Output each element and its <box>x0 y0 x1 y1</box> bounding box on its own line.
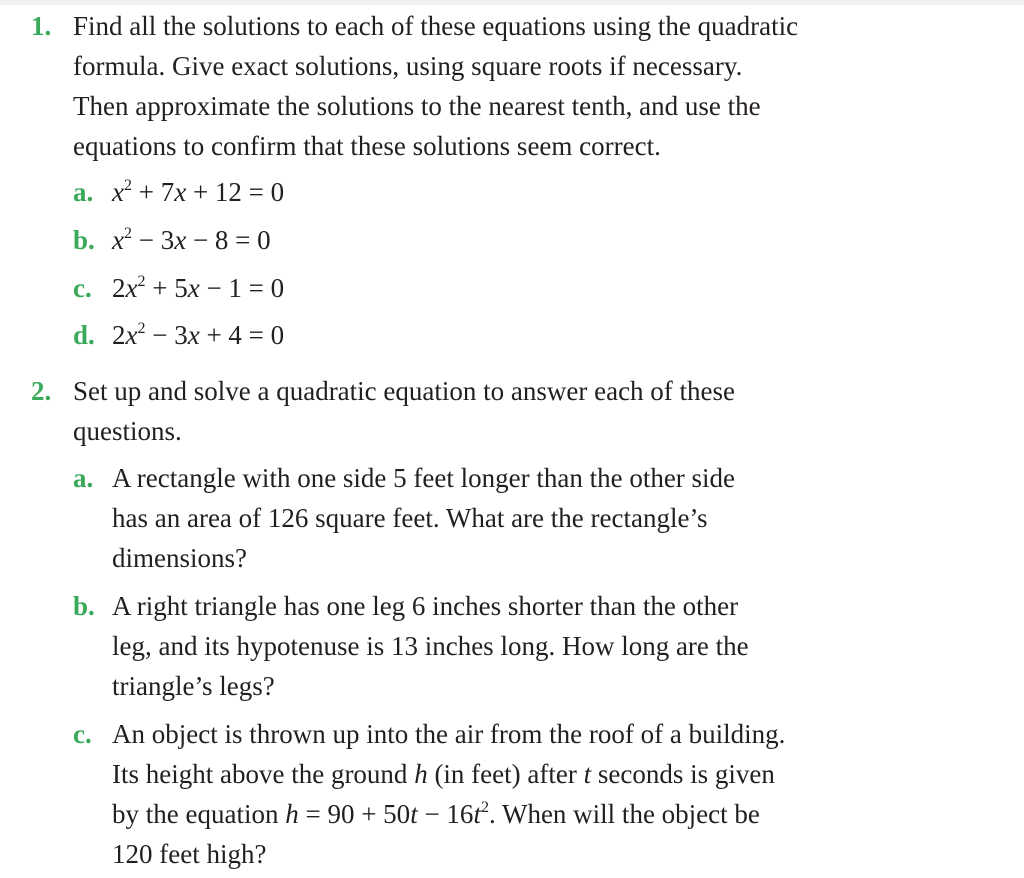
equation: $x^2 - 3x - 8 = 0$ <box>112 225 271 255</box>
text-line: dimensions? <box>112 543 247 573</box>
part-text <box>112 586 749 706</box>
top-border <box>0 0 1024 5</box>
part-letter: c. <box>73 273 92 303</box>
text-line: Find all the solutions to each of these equations using the quadratic <box>73 11 799 41</box>
text-line: Set up and solve a quadratic equation to answer each of these <box>73 376 736 406</box>
text-line: Its height above the ground h (in feet) after t seconds is given <box>112 759 775 789</box>
problem-text <box>73 371 735 451</box>
text-line: formula. Give exact solutions, using square roots if necessary. <box>73 51 743 81</box>
part-letter: a. <box>73 177 94 207</box>
part-letter: b. <box>73 591 95 621</box>
text-line: equations to confirm that these solutions seem correct. <box>73 131 661 161</box>
part-letter: d. <box>73 320 95 350</box>
text-line: questions. <box>73 416 182 446</box>
part-letter: c. <box>73 719 92 749</box>
part-text <box>112 714 785 874</box>
text-line: Then approximate the solutions to the nearest tenth, and use the <box>73 91 761 121</box>
problem-number: 1. <box>31 11 52 41</box>
text-line: An object is thrown up into the air from the roof of a building. <box>112 719 786 749</box>
equation: $2x^2 - 3x + 4 = 0$ <box>112 320 285 350</box>
text-line: 120 feet high? <box>112 839 267 869</box>
text-line: has an area of 126 square feet. What are the rectangle’s <box>112 503 708 533</box>
text-line: A rectangle with one side 5 feet longer than the other side <box>112 463 736 493</box>
equation: $x^2 + 7x + 12 = 0$ <box>112 177 285 207</box>
part-text <box>112 458 735 578</box>
text-line: triangle’s legs? <box>112 671 275 701</box>
part-letter: a. <box>73 463 94 493</box>
part-letter: b. <box>73 225 95 255</box>
text-line: by the equation $h = 90 + 50t - 16t^2$. When will the object be <box>112 799 760 829</box>
problem-number: 2. <box>31 376 52 406</box>
problem-text <box>73 6 798 166</box>
equation: $2x^2 + 5x - 1 = 0$ <box>112 273 285 303</box>
text-line: A right triangle has one leg 6 inches shorter than the other <box>112 591 739 621</box>
text-line: leg, and its hypotenuse is 13 inches long. How long are the <box>112 631 749 661</box>
